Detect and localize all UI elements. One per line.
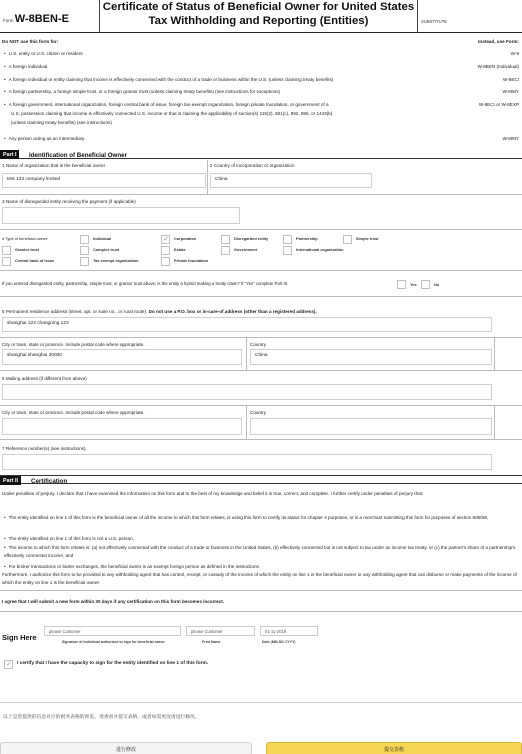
line5-label-a: 5 Permanent residence address (street, apt. or suite no., or rural route). xyxy=(2,309,148,314)
checkbox-disregarded-entity[interactable] xyxy=(221,235,230,244)
signature-field[interactable]: please Customer xyxy=(44,626,181,636)
form-title-line1: Certificate of Status of Beneficial Owner for United States xyxy=(102,1,415,13)
dnu-row-form: W-8ECI xyxy=(503,77,519,82)
organization-name-field[interactable]: test 123 company limited xyxy=(2,173,206,188)
dnu-row-form: W-8IMY xyxy=(502,136,519,141)
disregarded-entity-field[interactable] xyxy=(2,207,240,224)
dnu-row-text: • A foreign individual or entity claiming that income is effectively connected with the conduct of a trade or business within the U.S. (unless claiming treaty benefits) xyxy=(4,77,333,82)
type-label: Estate xyxy=(174,247,186,252)
type-label: Complex trust xyxy=(93,247,120,252)
form-title xyxy=(100,0,418,33)
form-label: Form xyxy=(3,18,14,23)
dnu-row-form: W-8IMY xyxy=(502,89,519,94)
signature-caption: Signature of individual authorized to sign for beneficial owner xyxy=(62,640,165,644)
dnu-row-text: U.S. possession claiming that income is effectively connected U.S. income or that is claiming the applicability of section(s) 115(2), 501(c), 892, 895, or 1443(b) xyxy=(11,111,333,116)
checkbox-government[interactable] xyxy=(221,246,230,255)
checkbox-central-bank[interactable] xyxy=(2,257,11,266)
checkbox-private-foundation[interactable] xyxy=(161,257,170,266)
form-number: W-8BEN-E xyxy=(14,13,69,25)
city2-label: City or town, state or province. Include postal code where appropriate. xyxy=(2,410,145,415)
type-label: Corporation xyxy=(174,236,197,241)
certification-bullet: • The entity identified on line 1 of this form is the beneficial owner of all the income to which this form relates, is using this form to certify its status for chapter 4 purposes, or is a merchant submitting this form for purposes of section 6050W, xyxy=(4,514,516,522)
dnu-row-text: • U.S. entity or U.S. citizen or resident xyxy=(4,51,83,56)
form-header xyxy=(0,0,522,33)
divider xyxy=(494,338,495,370)
mailing-country-field[interactable] xyxy=(250,418,492,435)
line2-label: 2 Country of incorporation or organization xyxy=(210,163,295,168)
checkbox-international-organization[interactable] xyxy=(283,246,292,255)
dnu-row-text: • A foreign government, international organization, foreign central bank of issue, foreign tax-exempt organization, foreign private foundation, or government of a xyxy=(4,102,329,107)
divider xyxy=(207,160,208,194)
edit-button[interactable]: 进行修改 xyxy=(0,742,252,754)
divider xyxy=(0,270,522,271)
date-caption: Date (MM-DD-YYYY) xyxy=(262,640,296,644)
part2-title: Certification xyxy=(31,477,68,485)
country2-label: Country xyxy=(250,410,267,415)
dnu-row-form: W-9 xyxy=(510,51,519,56)
type-label: International organization xyxy=(296,247,344,252)
date-field[interactable]: 01-11-2019 xyxy=(260,626,318,636)
checkbox-hybrid-no[interactable] xyxy=(421,280,430,289)
type-label: Partnership xyxy=(296,236,318,241)
city-field[interactable]: shanghai shanghai 20000 xyxy=(2,349,242,365)
dnu-row-form: W-8ECI or W-8EXP xyxy=(478,102,519,107)
print-name-caption: Print Name xyxy=(202,640,221,644)
checkbox-partnership[interactable] xyxy=(283,235,292,244)
line1-label: 1 Name of organization that is the beneficial owner xyxy=(2,163,106,168)
type-label: Private foundation xyxy=(174,258,209,263)
checkbox-hybrid-yes[interactable] xyxy=(397,280,406,289)
part1-tag: Part I xyxy=(0,150,19,159)
line4-label: 4 Type of beneficial owner: xyxy=(2,236,49,241)
divider xyxy=(0,194,522,195)
divider xyxy=(0,611,522,612)
checkbox-individual[interactable] xyxy=(80,235,89,244)
checkbox-simple-trust[interactable] xyxy=(343,235,352,244)
part2-bar xyxy=(0,475,522,484)
line5-label xyxy=(2,309,317,314)
preview-notice: 以上是您提供的信息对应的税务表格的预览。请查看并提交表格，或者如需更改请进行修改。 xyxy=(3,715,200,720)
do-not-use-heading: Do NOT use this form for: xyxy=(2,39,59,44)
divider xyxy=(0,296,522,297)
capacity-text: I certify that I have the capacity to sign for the entity identified on line 1 of this form. xyxy=(17,661,209,666)
line6-label: 6 Mailing address (if different from above) xyxy=(2,376,87,381)
hybrid-question: If you entered disregarded entity, partnership, simple trust, or grantor trust above, is the entity a hybrid making a treaty claim? If "Yes" complete Part III. xyxy=(2,281,289,286)
certification-bullet: • The entity identified on line 1 of this form is not a U.S. person, xyxy=(4,535,516,543)
agree-text: I agree that I will submit a new form within 30 days if any certification on this form becomes incorrect. xyxy=(2,599,225,604)
mailing-address-field[interactable] xyxy=(2,384,492,400)
line5-label-b: Do not use a P.O. box or in-care-of address (other than a registered address). xyxy=(148,309,317,314)
divider xyxy=(0,337,522,338)
country-of-incorporation-field[interactable]: China xyxy=(210,173,372,188)
divider xyxy=(246,338,247,370)
certification-bullet: • For broker transactions or barter exchanges, the beneficial owner is an exempt foreign person as defined in the instructions. xyxy=(4,563,516,571)
dnu-row-form: W-8BEN (Individual) xyxy=(477,64,519,69)
type-label: Grantor trust xyxy=(15,247,39,252)
checkbox-grantor-trust[interactable] xyxy=(2,246,11,255)
instead-heading: Instead, use Form: xyxy=(478,39,519,44)
divider xyxy=(0,405,522,406)
divider xyxy=(0,439,522,440)
dnu-row-text: (unless claiming treaty benefits) (see instructions) xyxy=(11,120,112,125)
dnu-row-text: • Any person acting as an intermediary xyxy=(4,136,84,141)
divider xyxy=(246,406,247,439)
divider xyxy=(0,590,522,591)
country-field[interactable]: China xyxy=(250,349,492,365)
checkbox-capacity[interactable] xyxy=(4,660,13,669)
no-label: No xyxy=(434,282,440,287)
part1-bar xyxy=(0,150,522,159)
checkbox-complex-trust[interactable] xyxy=(80,246,89,255)
checkbox-tax-exempt[interactable] xyxy=(80,257,89,266)
certification-bullet: • The income to which this form relates is: (a) not effectively connected with the conduct of a trade or business in the United States, (b) effectively connected but is not subject to tax under an income tax treaty, or (c) the partner's share of a partnership's effectively connected income, and xyxy=(4,544,516,559)
type-label: Disregarded entity xyxy=(234,236,269,241)
type-label: Individual xyxy=(93,236,112,241)
divider xyxy=(0,229,522,230)
line3-label: 3 Name of disregarded entity receiving the payment (if applicable) xyxy=(2,199,136,204)
yes-label: Yes xyxy=(410,282,417,287)
dnu-row-text: • A foreign partnership, a foreign simple trust, or a foreign grantor trust (unless claiming treaty benefits) (see instructions for exceptions) xyxy=(4,89,280,94)
part1-title: Identification of Beneficial Owner xyxy=(29,151,127,159)
country-label: Country xyxy=(250,342,267,347)
form-id-block xyxy=(0,0,100,33)
line7-label: 7 Reference number(s) (see instructions) xyxy=(2,446,86,451)
substitute-label: SUBSTITUTE xyxy=(421,19,448,24)
dnu-row-text: • A foreign individual xyxy=(4,64,47,69)
divider xyxy=(0,370,522,371)
type-label: Tax-exempt organization xyxy=(93,258,139,263)
part2-tag: Part II xyxy=(0,476,21,485)
city-label: City or town, state or province. Include postal code where appropriate. xyxy=(2,342,145,347)
divider xyxy=(494,406,495,439)
type-label: Central bank of issue xyxy=(15,258,55,263)
permanent-address-field[interactable]: shanghai 123 changning 123 xyxy=(2,317,492,332)
certification-intro: Under penalties of perjury, I declare that I have examined the information on this form and to the best of my knowledge and belief it is true, correct, and complete. I further certify under penalties of perjury that: xyxy=(2,491,424,496)
submit-button[interactable]: 提交表格 xyxy=(266,742,522,754)
mailing-city-field[interactable] xyxy=(2,418,242,435)
reference-number-field[interactable] xyxy=(2,454,492,470)
checkbox-corporation[interactable] xyxy=(161,235,170,244)
print-name-field[interactable]: please Customer xyxy=(186,626,255,636)
form-title-line2: Tax Withholding and Reporting (Entities) xyxy=(148,14,369,27)
sign-here-label: Sign Here xyxy=(2,633,37,642)
checkbox-estate[interactable] xyxy=(161,246,170,255)
type-label: Simple trust xyxy=(356,236,379,241)
furthermore-text: Furthermore, I authorize this form to be provided to any withholding agent that has control, receipt, or custody of the income of which the entity on line 1 is the beneficial owner or any withholding agent that can disburse or make payments of the income of which the entity on line 1 is the beneficial owner. xyxy=(2,572,517,585)
type-label: Government xyxy=(234,247,257,252)
